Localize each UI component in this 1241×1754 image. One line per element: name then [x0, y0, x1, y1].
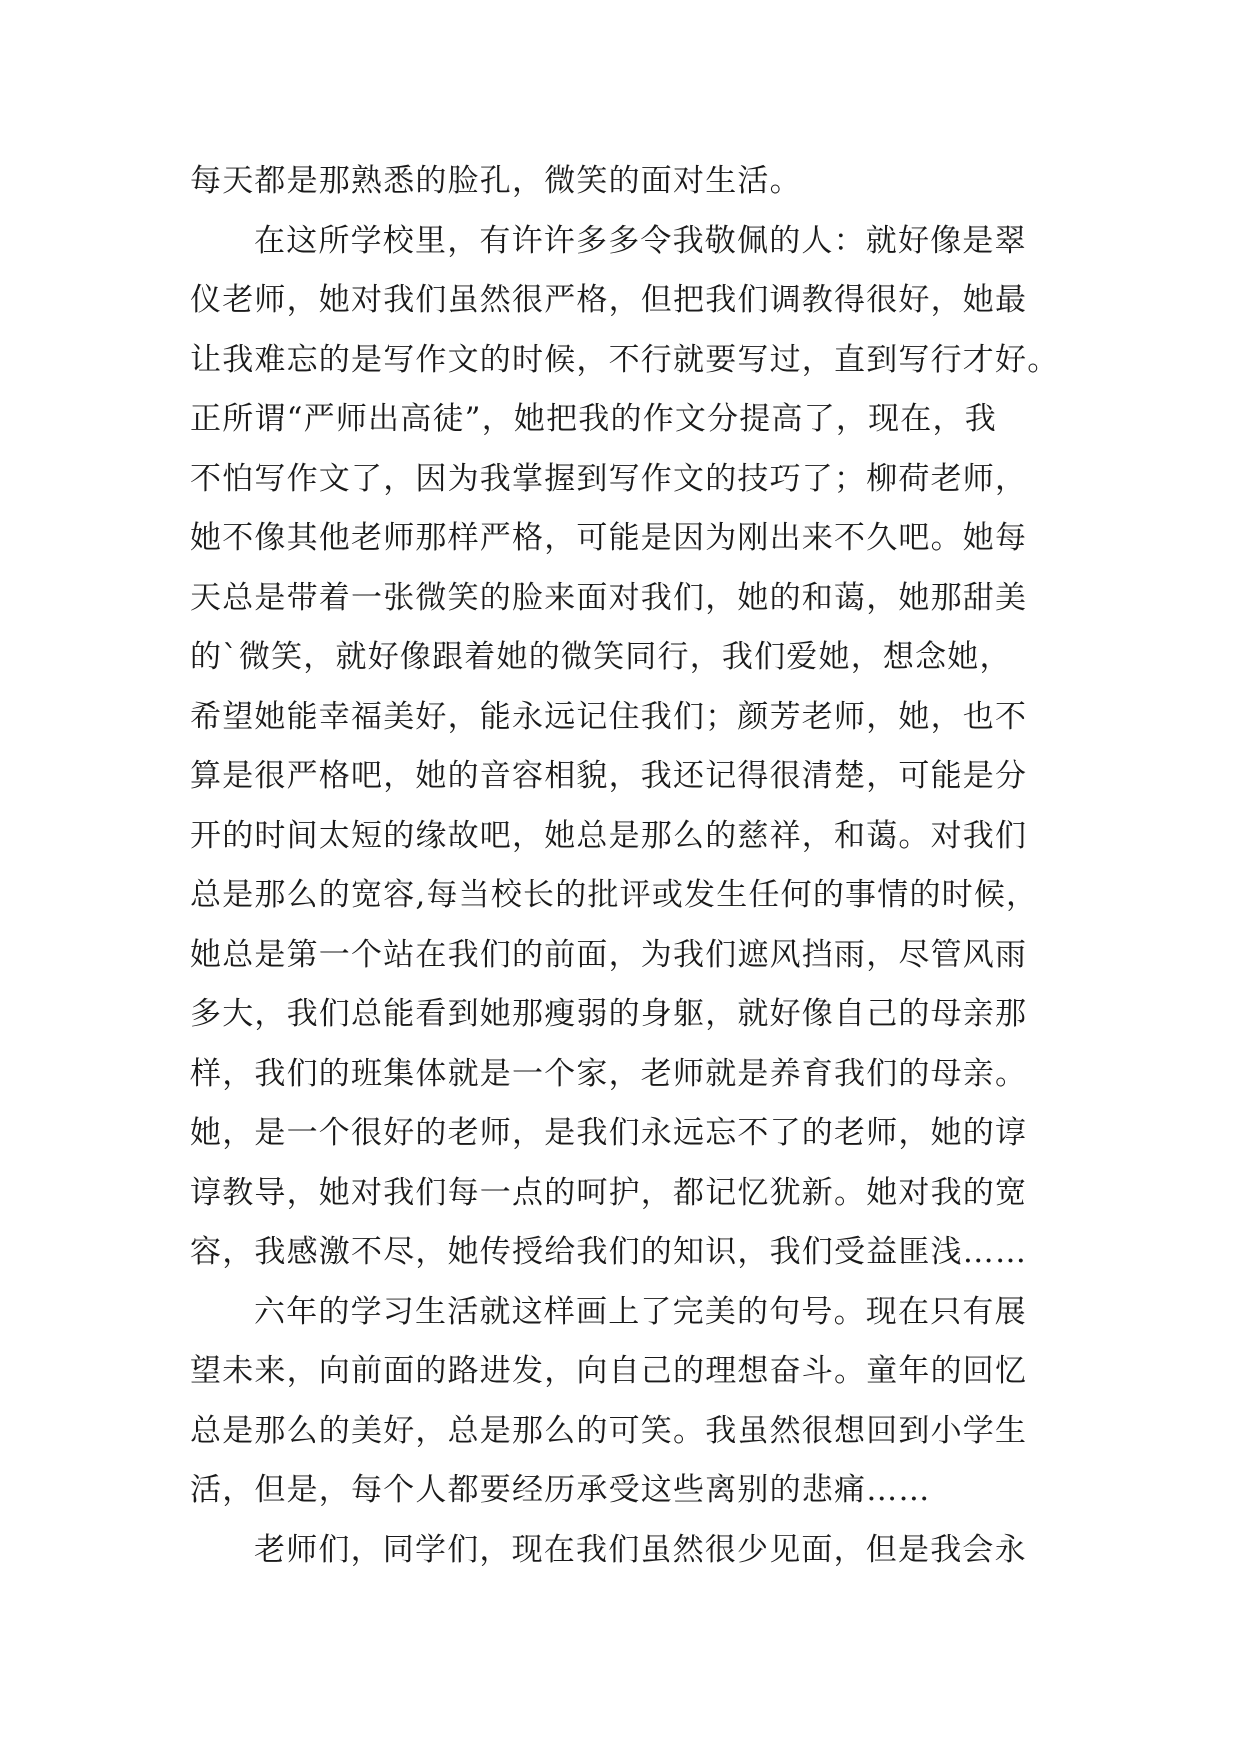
text-line: 多大，我们总能看到她那瘦弱的身躯，就好像自己的母亲那 [190, 996, 1028, 1032]
document-body [190, 152, 1070, 1580]
text-line: 样，我们的班集体就是一个家，老师就是养育我们的母亲。 [190, 1055, 1028, 1092]
text-line: 她，是一个很好的老师，是我们永远忘不了的老师，她的谆 [190, 1115, 1028, 1151]
text-line: 仪老师，她对我们虽然很严格，但把我们调教得很好，她最 [190, 282, 1028, 318]
text-line: 望未来，向前面的路进发，向自己的理想奋斗。童年的回忆 [190, 1353, 1028, 1389]
text-line: 天总是带着一张微笑的脸来面对我们，她的和蔼，她那甜美 [190, 579, 1028, 616]
text-line: 每天都是那熟悉的脸孔，微笑的面对生活。 [190, 163, 802, 199]
text-line: 总是那么的美好，总是那么的可笑。我虽然很想回到小学生 [190, 1412, 1028, 1449]
text-line: 算是很严格吧，她的音容相貌，我还记得很清楚，可能是分 [190, 758, 1028, 794]
text-line: 她不像其他老师那样严格，可能是因为刚出来不久吧。她每 [190, 520, 1028, 556]
text-line: 在这所学校里，有许许多多令我敬佩的人：就好像是翠 [254, 222, 1027, 259]
text-line: 容，我感激不尽，她传授给我们的知识，我们受益匪浅…… [190, 1234, 1028, 1270]
text-line: 老师们，同学们，现在我们虽然很少见面，但是我会永 [254, 1531, 1027, 1568]
text-line: 活，但是，每个人都要经历承受这些离别的悲痛…… [190, 1472, 931, 1508]
text-line: 开的时间太短的缘故吧，她总是那么的慈祥，和蔼。对我们 [190, 817, 1028, 854]
text-line: 不怕写作文了，因为我掌握到写作文的技巧了；柳荷老师， [190, 460, 1028, 497]
text-line: 的`微笑，就好像跟着她的微笑同行，我们爱她，想念她， [190, 639, 1012, 675]
text-line: 六年的学习生活就这样画上了完美的句号。现在只有展 [254, 1293, 1027, 1330]
text-line: 正所谓“严师出高徒”，她把我的作文分提高了，现在，我 [190, 401, 997, 437]
text-line: 让我难忘的是写作文的时候，不行就要写过，直到写行才好。 [190, 341, 1060, 378]
text-line: 总是那么的宽容,每当校长的批评或发生任何的事情的时候， [190, 877, 1039, 913]
text-line: 谆教导，她对我们每一点的呵护，都记忆犹新。她对我的宽 [190, 1174, 1028, 1211]
text-line: 希望她能幸福美好，能永远记住我们；颜芳老师，她，也不 [190, 698, 1028, 735]
text-line: 她总是第一个站在我们的前面，为我们遮风挡雨，尽管风雨 [190, 936, 1028, 973]
